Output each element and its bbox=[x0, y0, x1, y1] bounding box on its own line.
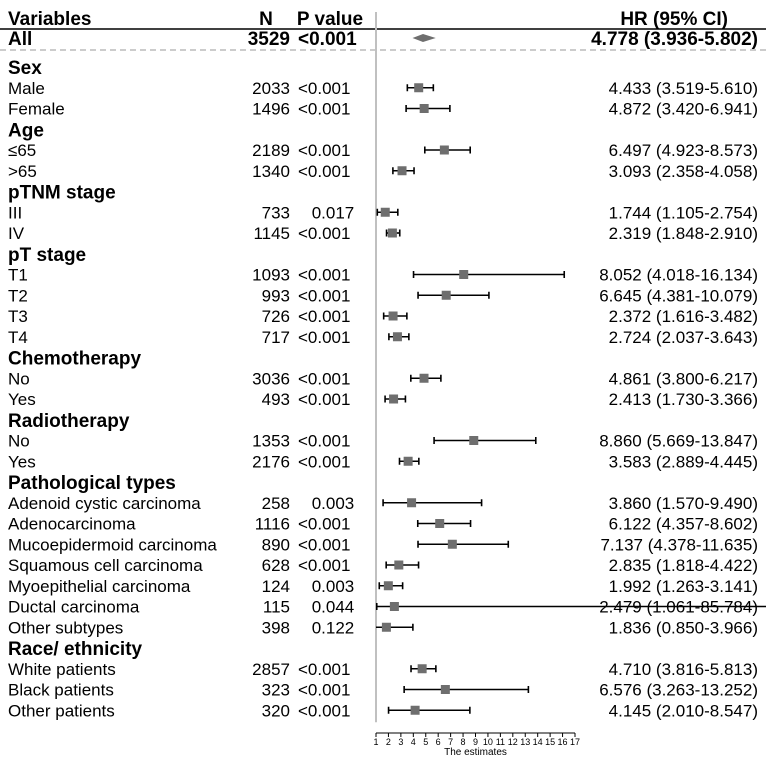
row-n-t4-13: 717 bbox=[261, 327, 290, 347]
row-n-yes-19: 2176 bbox=[252, 452, 290, 472]
hr-point-myoepithelial-carcinoma-25 bbox=[384, 581, 393, 590]
hr-point-adenoid-cystic-carcinoma-21 bbox=[407, 498, 416, 507]
group-heading-sex: Sex bbox=[8, 58, 42, 79]
row-label-myoepithelial-carcinoma-25: Myoepithelial carcinoma bbox=[8, 576, 191, 596]
row-label-yes-19: Yes bbox=[8, 452, 36, 472]
x-tick-label-1: 1 bbox=[373, 737, 379, 747]
row-p-value-black-patients-30: <0.001 bbox=[298, 680, 351, 700]
row-label-adenocarcinoma-22: Adenocarcinoma bbox=[8, 514, 136, 534]
x-tick-label-14: 14 bbox=[532, 737, 543, 747]
x-tick-label-16: 16 bbox=[557, 737, 568, 747]
x-tick-label-2: 2 bbox=[385, 737, 391, 747]
row-p-value-t4-13: <0.001 bbox=[298, 327, 351, 347]
row-p-value-white-patients-29: <0.001 bbox=[298, 659, 351, 679]
hr-point-iii-7 bbox=[381, 208, 390, 217]
hr-point-female-2 bbox=[420, 104, 429, 113]
row-label-ductal-carcinoma-26: Ductal carcinoma bbox=[8, 597, 140, 617]
row-hr-text-myoepithelial-carcinoma-25: 1.992 (1.263-3.141) bbox=[608, 576, 758, 596]
row-label-yes-16: Yes bbox=[8, 390, 36, 409]
row-p-value-t2-11: <0.001 bbox=[298, 286, 351, 306]
row-label-t2-11: T2 bbox=[8, 286, 28, 306]
overall-diamond bbox=[413, 34, 436, 42]
row-hr-text-t2-11: 6.645 (4.381-10.079) bbox=[599, 286, 758, 306]
row-label-no-15: No bbox=[8, 369, 30, 389]
hr-point-t2-11 bbox=[442, 291, 451, 300]
hr-point-yes-16 bbox=[389, 395, 398, 404]
hr-point-other-subtypes-27 bbox=[382, 623, 391, 632]
row-p-value-iii-7: 0.017 bbox=[311, 203, 355, 223]
row-hr-text-65-5: 3.093 (2.358-4.058) bbox=[608, 161, 758, 181]
hr-point-other-patients-31 bbox=[411, 706, 420, 715]
row-hr-text-female-2: 4.872 (3.420-6.941) bbox=[608, 99, 758, 119]
hr-point-male-1 bbox=[414, 83, 423, 92]
row-n-other-subtypes-27: 398 bbox=[261, 618, 290, 638]
group-heading-pathological-types: Pathological types bbox=[8, 473, 176, 494]
hr-point-no-18 bbox=[469, 436, 478, 445]
row-n-adenoid-cystic-carcinoma-21: 258 bbox=[261, 493, 290, 513]
x-tick-label-10: 10 bbox=[482, 737, 493, 747]
row-n-white-patients-29: 2857 bbox=[252, 659, 290, 679]
row-hr-text-no-15: 4.861 (3.800-6.217) bbox=[608, 369, 758, 389]
x-tick-label-15: 15 bbox=[545, 737, 556, 747]
header-variables: Variables bbox=[8, 9, 92, 30]
header-hr: HR (95% CI) bbox=[620, 9, 728, 30]
row-n-no-18: 1353 bbox=[252, 431, 290, 451]
hr-point-black-patients-30 bbox=[441, 685, 450, 694]
row-hr-text-iii-7: 1.744 (1.105-2.754) bbox=[608, 203, 758, 223]
overall-row bbox=[8, 29, 758, 50]
row-n-female-2: 1496 bbox=[252, 99, 290, 119]
row-p-value-ductal-carcinoma-26: 0.044 bbox=[311, 597, 355, 617]
row-n-adenocarcinoma-22: 1116 bbox=[254, 514, 290, 534]
row-hr-text-t4-13: 2.724 (2.037-3.643) bbox=[608, 327, 758, 347]
row-hr-text-t3-12: 2.372 (1.616-3.482) bbox=[608, 307, 758, 326]
row-label-white-patients-29: White patients bbox=[8, 659, 116, 679]
group-heading-race-ethnicity: Race/ ethnicity bbox=[8, 639, 143, 660]
header-n: N bbox=[259, 9, 273, 30]
row-hr-text-other-patients-31: 4.145 (2.010-8.547) bbox=[608, 701, 758, 721]
row-hr-text-white-patients-29: 4.710 (3.816-5.813) bbox=[608, 659, 758, 679]
row-n-iii-7: 733 bbox=[261, 203, 290, 223]
x-tick-label-6: 6 bbox=[435, 737, 441, 747]
row-hr-text-yes-19: 3.583 (2.889-4.445) bbox=[608, 452, 758, 472]
group-heading-age: Age bbox=[8, 120, 44, 142]
row-hr-text-male-1: 4.433 (3.519-5.610) bbox=[608, 78, 758, 98]
row-p-value-65-5: <0.001 bbox=[298, 161, 351, 181]
row-hr-text-yes-16: 2.413 (1.730-3.366) bbox=[608, 390, 758, 409]
row-p-value-myoepithelial-carcinoma-25: 0.003 bbox=[311, 576, 355, 596]
row-n-myoepithelial-carcinoma-25: 124 bbox=[261, 576, 290, 596]
group-heading-chemotherapy: Chemotherapy bbox=[8, 348, 142, 370]
hr-point-no-15 bbox=[420, 374, 429, 383]
row-n-no-15: 3036 bbox=[252, 369, 290, 389]
row-p-value-iv-8: <0.001 bbox=[298, 224, 351, 243]
row-n-t3-12: 726 bbox=[261, 307, 290, 326]
x-tick-label-8: 8 bbox=[460, 737, 466, 747]
row-n-65-4: 2189 bbox=[252, 141, 290, 160]
row-label-other-subtypes-27: Other subtypes bbox=[8, 618, 124, 638]
row-label-female-2: Female bbox=[8, 99, 65, 119]
hr-point-iv-8 bbox=[388, 229, 397, 238]
x-tick-label-13: 13 bbox=[520, 737, 531, 747]
row-p-value-t1-10: <0.001 bbox=[298, 265, 351, 285]
group-heading-radiotherapy: Radiotherapy bbox=[8, 410, 130, 432]
row-p-value-other-subtypes-27: 0.122 bbox=[311, 618, 355, 638]
row-hr-text-ductal-carcinoma-26: 2.479 (1.061-85.784) bbox=[599, 597, 758, 617]
row-p-value-mucoepidermoid-carcinoma-23: <0.001 bbox=[298, 535, 351, 555]
row-label-adenoid-cystic-carcinoma-21: Adenoid cystic carcinoma bbox=[8, 493, 201, 513]
row-label-iv-8: IV bbox=[8, 224, 25, 243]
overall-hr-text: 4.778 (3.936-5.802) bbox=[591, 29, 758, 50]
x-tick-label-5: 5 bbox=[423, 737, 429, 747]
row-p-value-yes-19: <0.001 bbox=[298, 452, 351, 472]
overall-p-value: <0.001 bbox=[298, 29, 357, 50]
hr-point-adenocarcinoma-22 bbox=[435, 519, 444, 528]
hr-point-yes-19 bbox=[404, 457, 413, 466]
row-hr-text-mucoepidermoid-carcinoma-23: 7.137 (4.378-11.635) bbox=[600, 535, 758, 555]
row-label-male-1: Male bbox=[8, 78, 45, 98]
row-p-value-squamous-cell-carcinoma-24: <0.001 bbox=[298, 556, 351, 575]
group-heading-pt-stage: pT stage bbox=[8, 244, 87, 266]
row-n-65-5: 1340 bbox=[252, 161, 290, 181]
group-heading-ptnm-stage: pTNM stage bbox=[8, 182, 116, 204]
row-label-65-5: >65 bbox=[8, 161, 37, 181]
row-p-value-female-2: <0.001 bbox=[298, 99, 351, 119]
row-p-value-adenoid-cystic-carcinoma-21: 0.003 bbox=[311, 493, 355, 513]
overall-n: 3529 bbox=[247, 29, 290, 50]
hr-point-ductal-carcinoma-26 bbox=[390, 602, 399, 611]
row-n-squamous-cell-carcinoma-24: 628 bbox=[261, 556, 290, 575]
row-hr-text-black-patients-30: 6.576 (3.263-13.252) bbox=[599, 680, 758, 700]
row-n-t2-11: 993 bbox=[261, 286, 290, 306]
hr-point-squamous-cell-carcinoma-24 bbox=[394, 561, 403, 570]
x-tick-label-12: 12 bbox=[507, 737, 518, 747]
row-label-t1-10: T1 bbox=[8, 265, 28, 285]
row-p-value-no-18: <0.001 bbox=[298, 431, 351, 451]
row-hr-text-65-4: 6.497 (4.923-8.573) bbox=[608, 141, 758, 160]
x-tick-label-7: 7 bbox=[448, 737, 454, 747]
row-n-mucoepidermoid-carcinoma-23: 890 bbox=[261, 535, 290, 555]
hr-point-65-4 bbox=[440, 146, 449, 155]
row-p-value-no-15: <0.001 bbox=[298, 369, 351, 389]
hr-point-white-patients-29 bbox=[418, 664, 427, 673]
x-axis-title: The estimates bbox=[444, 747, 507, 758]
row-p-value-t3-12: <0.001 bbox=[298, 307, 351, 326]
row-hr-text-iv-8: 2.319 (1.848-2.910) bbox=[608, 224, 758, 243]
header-p-value: P value bbox=[296, 9, 364, 30]
row-label-iii-7: III bbox=[8, 203, 23, 223]
hr-point-mucoepidermoid-carcinoma-23 bbox=[448, 540, 457, 549]
hr-point-t1-10 bbox=[459, 270, 468, 279]
row-hr-text-no-18: 8.860 (5.669-13.847) bbox=[599, 431, 758, 451]
row-n-ductal-carcinoma-26: 115 bbox=[262, 597, 290, 617]
hr-point-65-5 bbox=[398, 166, 407, 175]
overall-label: All bbox=[8, 29, 33, 50]
row-hr-text-t1-10: 8.052 (4.018-16.134) bbox=[599, 265, 758, 285]
x-tick-label-3: 3 bbox=[398, 737, 404, 747]
row-label-mucoepidermoid-carcinoma-23: Mucoepidermoid carcinoma bbox=[8, 535, 217, 555]
row-n-other-patients-31: 320 bbox=[261, 701, 290, 721]
hr-point-t4-13 bbox=[393, 332, 402, 341]
row-label-t4-13: T4 bbox=[8, 327, 28, 347]
x-tick-label-11: 11 bbox=[495, 737, 506, 747]
row-hr-text-other-subtypes-27: 1.836 (0.850-3.966) bbox=[608, 618, 758, 638]
row-p-value-other-patients-31: <0.001 bbox=[298, 701, 351, 721]
row-n-iv-8: 1145 bbox=[253, 224, 290, 243]
row-hr-text-adenoid-cystic-carcinoma-21: 3.860 (1.570-9.490) bbox=[608, 493, 758, 513]
row-p-value-yes-16: <0.001 bbox=[298, 390, 351, 409]
row-label-no-18: No bbox=[8, 431, 30, 451]
x-tick-label-17: 17 bbox=[569, 737, 581, 747]
row-n-t1-10: 1093 bbox=[252, 265, 290, 285]
row-label-other-patients-31: Other patients bbox=[8, 701, 115, 721]
header-row bbox=[8, 9, 728, 30]
hr-point-t3-12 bbox=[389, 312, 398, 321]
row-label-t3-12: T3 bbox=[8, 307, 28, 326]
row-label-black-patients-30: Black patients bbox=[8, 680, 114, 700]
row-n-black-patients-30: 323 bbox=[261, 680, 290, 700]
row-hr-text-adenocarcinoma-22: 6.122 (4.357-8.602) bbox=[608, 514, 758, 534]
x-tick-label-9: 9 bbox=[472, 737, 479, 747]
row-p-value-male-1: <0.001 bbox=[298, 78, 351, 98]
row-p-value-65-4: <0.001 bbox=[298, 141, 351, 160]
x-tick-label-4: 4 bbox=[410, 737, 416, 747]
row-n-yes-16: 493 bbox=[261, 390, 290, 409]
row-n-male-1: 2033 bbox=[252, 78, 290, 98]
row-label-65-4: ≤65 bbox=[8, 141, 37, 160]
row-p-value-adenocarcinoma-22: <0.001 bbox=[298, 514, 351, 534]
row-hr-text-squamous-cell-carcinoma-24: 2.835 (1.818-4.422) bbox=[608, 556, 758, 575]
row-label-squamous-cell-carcinoma-24: Squamous cell carcinoma bbox=[8, 556, 203, 575]
